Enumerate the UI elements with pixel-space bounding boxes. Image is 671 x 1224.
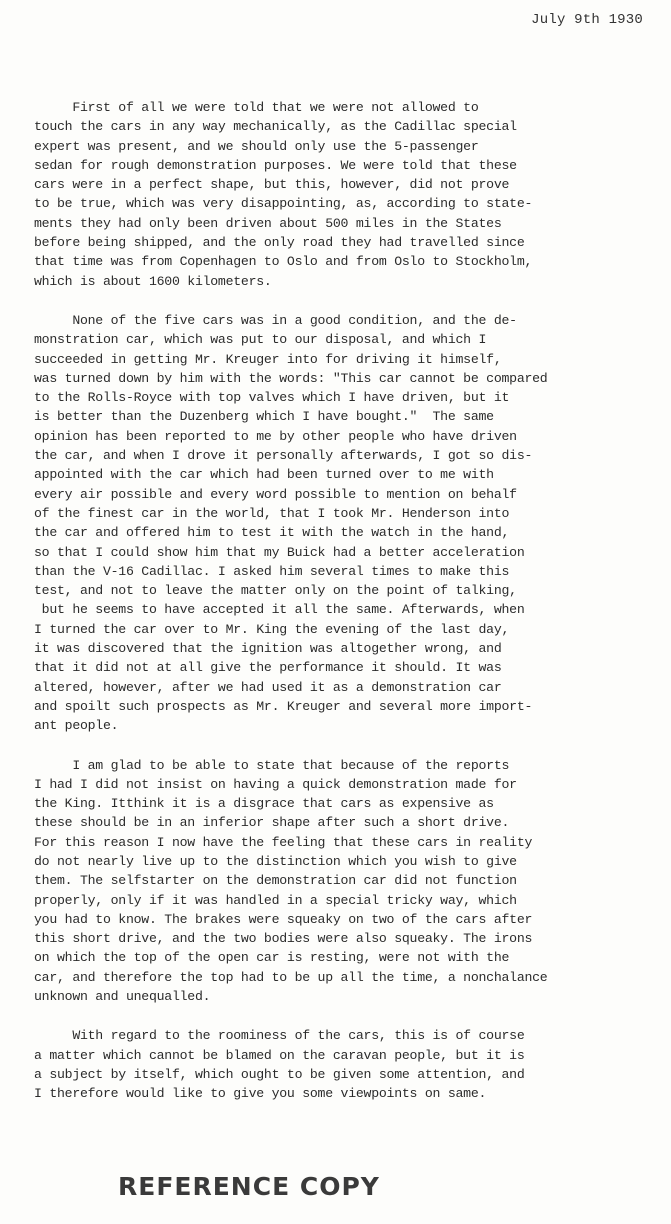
text-line: that it did not at all give the performance it should. It was	[34, 660, 502, 676]
paragraph-2	[34, 311, 644, 736]
text-line: the car, and when I drove it personally afterwards, I got so dis-	[34, 448, 533, 464]
paragraph-1	[34, 98, 644, 291]
text-line: appointed with the car which had been turned over to me with	[34, 467, 494, 483]
text-line: None of the five cars was in a good condition, and the de-	[34, 312, 517, 328]
text-line: to be true, which was very disappointing, as, according to state-	[34, 196, 533, 212]
text-line: the car and offered him to test it with the watch in the hand,	[34, 525, 510, 541]
text-line: and spoilt such prospects as Mr. Kreuger and several more import-	[34, 698, 533, 714]
text-line: a matter which cannot be blamed on the caravan people, but it is	[34, 1047, 525, 1063]
text-line: these should be in an inferior shape after such a short drive.	[34, 815, 510, 831]
text-line: so that I could show him that my Buick had a better acceleration	[34, 544, 525, 560]
text-line: do not nearly live up to the distinction which you wish to give	[34, 853, 517, 869]
text-line: touch the cars in any way mechanically, as the Cadillac special	[34, 119, 517, 135]
text-line: the King. Itthink it is a disgrace that cars as expensive as	[34, 796, 494, 812]
letter-date: July 9th 1930	[531, 12, 643, 28]
text-line: succeeded in getting Mr. Kreuger into for driving it himself,	[34, 351, 502, 367]
text-line: to the Rolls-Royce with top valves which I have driven, but it	[34, 390, 510, 406]
text-line: before being shipped, and the only road they had travelled since	[34, 235, 525, 251]
text-line: them. The selfstarter on the demonstration car did not function	[34, 873, 517, 889]
text-line: cars were in a perfect shape, but this, however, did not prove	[34, 177, 510, 193]
text-line: ant people.	[34, 718, 119, 734]
text-line: it was discovered that the ignition was altogether wrong, and	[34, 641, 502, 657]
text-line: altered, however, after we had used it as a demonstration car	[34, 679, 502, 695]
text-line: but he seems to have accepted it all the same. Afterwards, when	[34, 602, 525, 618]
text-line: ments they had only been driven about 500 miles in the States	[34, 215, 502, 231]
paragraph-4	[34, 1026, 644, 1103]
text-line: test, and not to leave the matter only on the point of talking,	[34, 583, 517, 599]
text-line: For this reason I now have the feeling that these cars in reality	[34, 834, 533, 850]
text-line: sedan for rough demonstration purposes. We were told that these	[34, 157, 517, 173]
text-line: of the finest car in the world, that I took Mr. Henderson into	[34, 505, 510, 521]
text-line: opinion has been reported to me by other people who have driven	[34, 428, 517, 444]
text-line: that time was from Copenhagen to Oslo and from Oslo to Stockholm,	[34, 254, 533, 270]
text-line: on which the top of the open car is resting, were not with the	[34, 950, 510, 966]
letter-body	[34, 98, 644, 1124]
text-line: which is about 1600 kilometers.	[34, 273, 272, 289]
text-line: expert was present, and we should only use the 5-passenger	[34, 138, 479, 154]
text-line: unknown and unequalled.	[34, 989, 211, 1005]
text-line: a subject by itself, which ought to be given some attention, and	[34, 1066, 525, 1082]
text-line: I therefore would like to give you some viewpoints on same.	[34, 1086, 487, 1102]
text-line: every air possible and every word possible to mention on behalf	[34, 486, 517, 502]
reference-copy-stamp: REFERENCE COPY	[118, 1172, 380, 1201]
text-line: was turned down by him with the words: "This car cannot be compared	[34, 370, 548, 386]
text-line: you had to know. The brakes were squeaky on two of the cars after	[34, 911, 533, 927]
text-line: than the V-16 Cadillac. I asked him several times to make this	[34, 563, 510, 579]
text-line: First of all we were told that we were not allowed to	[34, 100, 479, 115]
text-line: properly, only if it was handled in a special tricky way, which	[34, 892, 517, 908]
text-line: monstration car, which was put to our disposal, and which I	[34, 332, 487, 348]
paragraph-3	[34, 756, 644, 1007]
text-line: I turned the car over to Mr. King the evening of the last day,	[34, 621, 510, 637]
text-line: car, and therefore the top had to be up all the time, a nonchalance	[34, 969, 548, 985]
text-line: I am glad to be able to state that because of the reports	[34, 757, 510, 773]
text-line: this short drive, and the two bodies were also squeaky. The irons	[34, 931, 533, 947]
text-line: I had I did not insist on having a quick demonstration made for	[34, 776, 517, 792]
text-line: With regard to the roominess of the cars, this is of course	[34, 1028, 525, 1044]
text-line: is better than the Duzenberg which I have bought." The same	[34, 409, 494, 425]
